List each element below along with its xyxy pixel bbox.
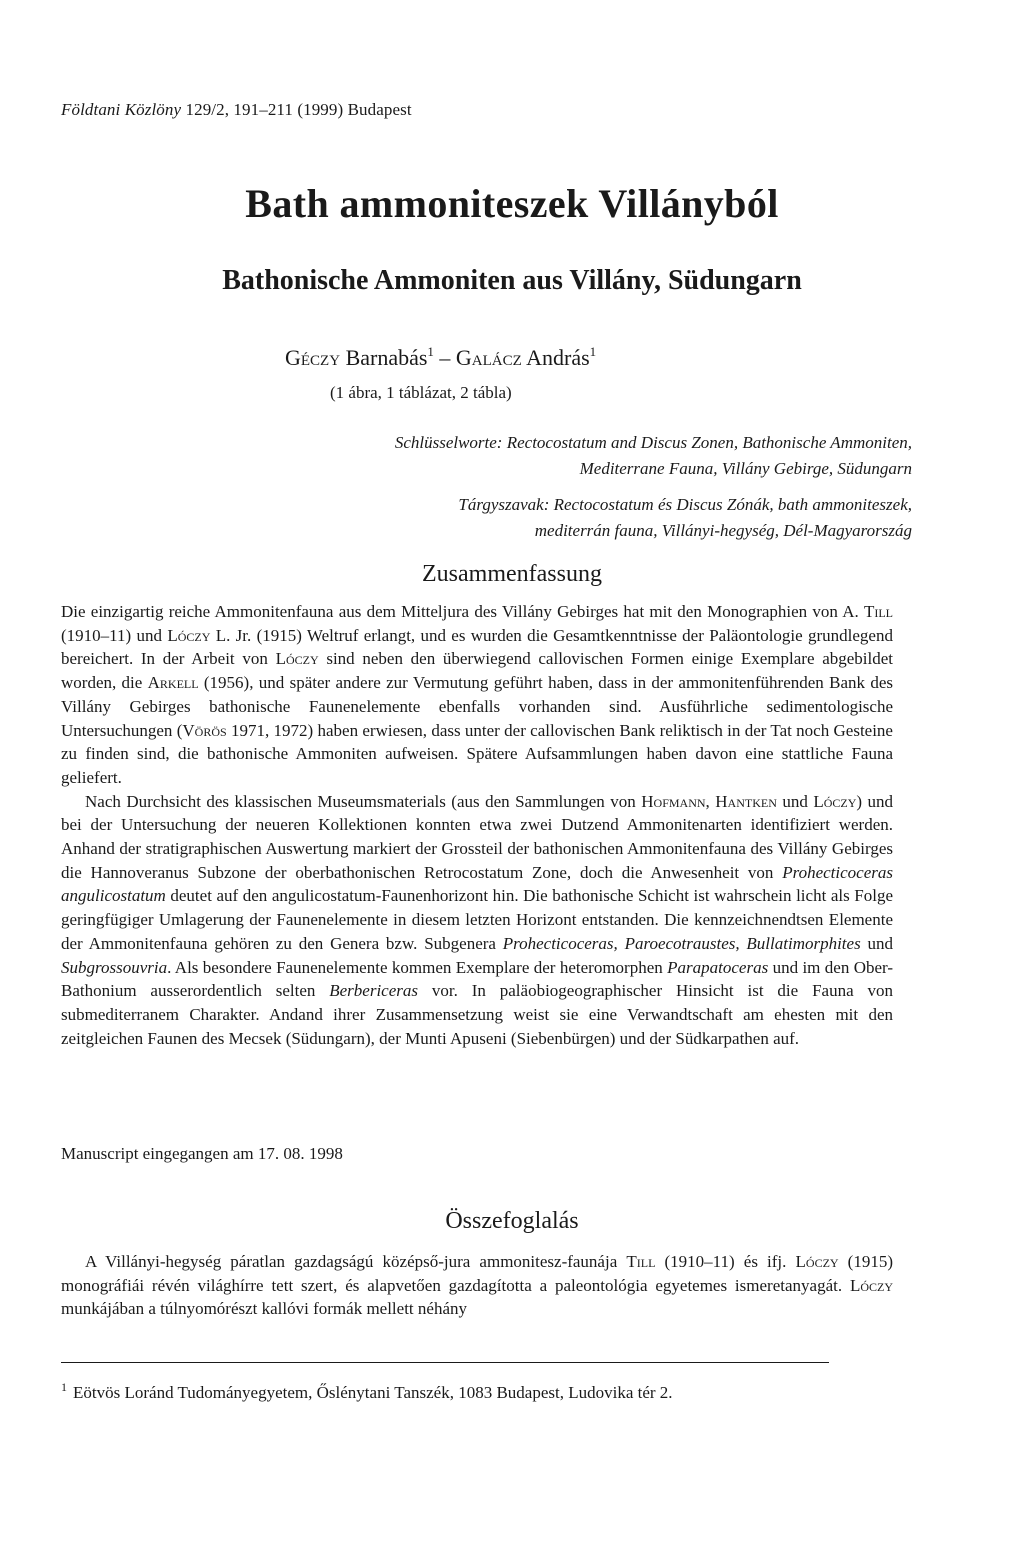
footnote-text: Eötvös Loránd Tudományegyetem, Őslénytani Tanszék, 1083 Budapest, Ludovika tér 2. — [73, 1383, 673, 1402]
author2-given: András — [526, 345, 590, 370]
osszefoglalas-paragraph-1: A Villányi-hegység páratlan gazdagságú középső-jura ammonitesz-faunája Till (1910–11) és ifj. Lóczy (1915) monográfiái révén világhírre tett szert, és alapvetően gazdagította a paleontológia egyetemes ismeretanyagát. Lóczy munkájában a túlnyomórészt kallóvi formák mellett néhány — [61, 1252, 893, 1319]
author1-affiliation-mark: 1 — [427, 344, 434, 359]
zusammenfassung-heading: Zusammenfassung — [422, 561, 602, 587]
author2-surname: Galácz — [455, 345, 522, 370]
keywords-hungarian-line1: Rectocostatum és Discus Zónák, bath ammoniteszek, — [553, 495, 912, 514]
author-line — [285, 344, 596, 371]
author1-surname: Géczy — [285, 345, 341, 370]
paper-subtitle: Bathonische Ammoniten aus Villány, Südungarn — [222, 265, 802, 296]
zusammenfassung-paragraph-2: Nach Durchsicht des klassischen Museumsmaterials (aus den Sammlungen von Hofmann, Hantken und Lóczy) und bei der Untersuchung der neueren Kollektionen konnten etwa zwei Dutzend Ammonitenarten identifiziert werden. Anhand der stratigraphischen Auswertung markiert der Grossteil der bathonischen Ammonitenfauna des Villány Gebirges die Hannoveranus Subzone der oberbathonischen Retrocostatum Zone, doch die Anwesenheit von Prohecticoceras angulicostatum deutet auf den angulicostatum-Faunenhorizont hin. Die bathonische Schicht ist wahrschein licht als Folge geringfügiger Umlagerung der Faunenelemente in diesem letzten Horizont entstanden. Die kennzeichnendtsen Elemente der Ammonitenfauna gehören zu den Genera bzw. Subgenera Prohecticoceras, Paroecotraustes, Bullatimorphites und Subgrossouvria. Als besondere Faunenelemente kommen Exemplare der heteromorphen Parapatoceras und im den Ober-Bathonium ausserordentlich selten Berbericeras vor. In paläobiogeographischer Hinsicht ist die Fauna von submediterranem Charakter. Andand ihrer Zusammensetzung weist sie eine Verwandtschaft am ehesten mit den zeitgleichen Faunen des Mecsek (Südungarn), der Munti Apuseni (Siebenbürgen) und der Südkarpathen auf. — [61, 791, 894, 1048]
footnote — [61, 1380, 673, 1403]
journal-volume: 129/2, 191–211 (1999) Budapest — [185, 100, 412, 119]
keywords-hungarian-label: Tárgyszavak: — [458, 495, 550, 514]
journal-name: Földtani Közlöny — [61, 100, 182, 119]
journal-citation — [61, 100, 412, 120]
author1-given: Barnabás — [345, 345, 428, 370]
zusammenfassung-paragraph-1: Die einzigartig reiche Ammonitenfauna aus dem Mitteljura des Villány Gebirges hat mit den Monographien von A. Till (1910–11) und Lóczy L. Jr. (1915) Weltruf erlangt, und es wurden die Gesamtkenntnisse der Paläontologie grundlegend bereichert. In der Arbeit von Lóczy sind neben den überwiegend callovischen Formen einige Exemplare abgebildet worden, die Arkell (1956), und später andere zur Vermutung geführt haben, dass in der ammonitenführenden Bank des Villány Gebirges bathonische Faunenelemente ebenfalls vorhanden sind. Ausführliche sedimentologische Untersuchungen (Vörös 1971, 1972) haben erwiesen, dass unter der callovischen Bank reliktisch in der Tat noch Gesteine zu finden sind, die bathonische Ammoniten aufweisen. Spätere Aufsammlungen haben davon eine stattliche Fauna geliefert. — [61, 602, 893, 787]
footnote-mark: 1 — [61, 1380, 67, 1394]
author2-affiliation-mark: 1 — [589, 344, 597, 359]
footnote-divider — [61, 1362, 829, 1363]
paper-title: Bath ammoniteszek Villányból — [245, 181, 779, 226]
keywords-hungarian — [212, 492, 912, 544]
manuscript-received: Manuscript eingegangen am 17. 08. 1998 — [61, 1144, 343, 1163]
author-separator: – — [439, 345, 451, 370]
osszefoglalas-heading: Összefoglalás — [445, 1208, 579, 1234]
keywords-german-line2: Mediterrane Fauna, Villány Gebirge, Südungarn — [579, 459, 912, 478]
keywords-german — [212, 430, 912, 482]
osszefoglalas-body — [61, 1250, 893, 1321]
figure-table-count: (1 ábra, 1 táblázat, 2 tábla) — [330, 383, 512, 402]
zusammenfassung-body — [61, 600, 893, 1050]
keywords-german-line1: Rectocostatum and Discus Zonen, Bathonische Ammoniten, — [506, 433, 912, 452]
keywords-hungarian-line2: mediterrán fauna, Villányi-hegység, Dél-Magyarország — [534, 521, 912, 540]
keywords-german-label: Schlüsselworte: — [394, 433, 503, 452]
